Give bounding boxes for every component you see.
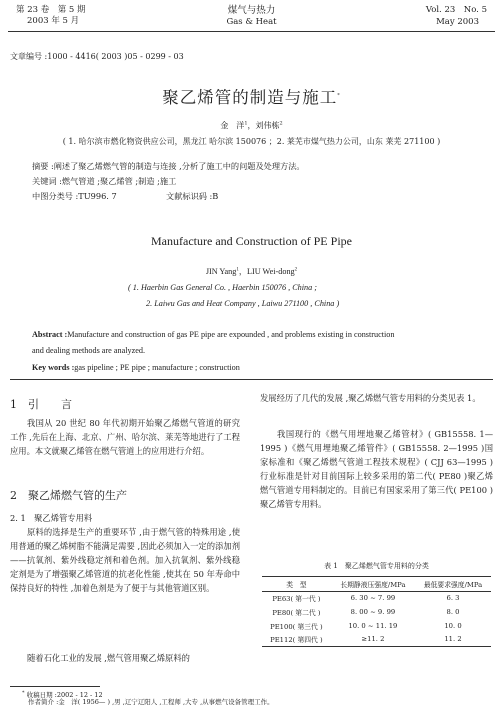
abstract-en-label: Abstract : bbox=[32, 330, 68, 339]
table-row bbox=[262, 619, 491, 633]
paper-title-en: Manufacture and Construction of PE Pipe bbox=[151, 234, 352, 248]
table-cell: 8. 00 ~ 9. 99 bbox=[350, 607, 396, 616]
col-header-long-term-strength: 长期静液压强度/MPa bbox=[340, 580, 406, 589]
table-caption: 表 1 聚乙烯燃气管专用料的分类 bbox=[324, 562, 429, 570]
journal-name: 煤气与热力 bbox=[227, 5, 276, 16]
col-header-type: 类 型 bbox=[286, 580, 307, 589]
abstract-en bbox=[32, 330, 472, 339]
abstract-en-line1: Manufacture and construction of gas PE pipe are expounded , and problems existing in construction bbox=[67, 330, 395, 339]
table-row bbox=[262, 632, 491, 646]
journal-name-en: Gas & Heat bbox=[226, 17, 277, 27]
table-cell: PE80( 第二代 ) bbox=[272, 608, 321, 617]
table-cell: 11. 2 bbox=[444, 635, 462, 644]
table-row bbox=[262, 591, 491, 605]
header-rule bbox=[8, 31, 495, 32]
col-header-min-strength: 最低要求强度/MPa bbox=[423, 580, 483, 589]
table-cell: PE100( 第三代 ) bbox=[270, 622, 323, 631]
author-en-2: ，LIU Wei-dong bbox=[238, 267, 295, 276]
paper-title-cn bbox=[0, 84, 503, 108]
right-paragraph-1: 发展经历了几代的发展 ,聚乙烯燃气管专用料的分类见表 1。 bbox=[260, 393, 481, 403]
section-2-heading: 2 聚乙烯燃气管的生产 bbox=[10, 489, 127, 502]
affiliations-cn: ( 1. 哈尔滨市燃化物资供应公司，黑龙江 哈尔滨 150076 ；2. 莱芜市煤气热力公司，山东 莱芜 271100 ) bbox=[62, 137, 441, 146]
received-date: 收稿日期 :2002 - 12 - 12 bbox=[26, 691, 103, 700]
section-2-1-body: 原料的选择是生产的重要环节 ,由于燃气管的特殊用途 ,使用普通的聚乙烯树脂不能满足需要 ,因此必须加入一定的添加剂——抗氧剂、紫外线稳定剂和着色剂。加入抗氧剂、紫外线稳定剂是为了增强聚乙烯管道的抗老化性能 ,使其在 50 年寿命中保持良好的特性 ,加着色剂是为了便于与其他管道区别。 bbox=[10, 527, 240, 593]
footnote-rule bbox=[10, 686, 100, 687]
section-1-heading: 1 引 言 bbox=[10, 398, 72, 411]
section-1-body: 我国从 20 世纪 80 年代初期开始聚乙烯燃气管道的研究工作 ,先后在上海、北京、广州、哈尔滨、莱芜等地进行了工程应用。本文就聚乙烯管在燃气管道上的应用进行介绍。 bbox=[10, 418, 240, 456]
issue-date: 2003 年 5 月 bbox=[27, 16, 80, 26]
keywords-en-text: gas pipeline ; PE pipe ; manufacture ; construction bbox=[74, 363, 240, 372]
clc-number: 中图分类号 :TU996. 7 bbox=[32, 191, 117, 201]
title-text: 聚乙烯管的制造与施工 bbox=[162, 88, 338, 107]
document-code: 文献标识码 :B bbox=[166, 191, 219, 201]
affiliation-en-1: ( 1. Haerbin Gas General Co. , Haerbin 150076 , China ; bbox=[128, 283, 317, 292]
footnote-author-bio: 作者简介 :金 洋( 1956— ) ,男 ,辽宁辽阳人 ,工程师 ,大专 ,从事燃气设备管理工作。 bbox=[28, 698, 274, 706]
author-2-mark: 2 bbox=[279, 120, 283, 127]
table-cell: PE63( 第一代 ) bbox=[272, 595, 321, 604]
author-1-mark: 1 bbox=[244, 120, 248, 127]
affiliation-en-2: 2. Laiwu Gas and Heat Company , Laiwu 271100 , China ) bbox=[146, 299, 340, 308]
abstract-rule bbox=[10, 379, 493, 380]
table-header-row bbox=[262, 577, 491, 592]
right-paragraph-2: 我国现行的《燃气用埋地聚乙烯管材》( GB15558. 1—1995 )《燃气用埋地聚乙烯管件》( GB15558. 2—1995 )国家标准和《聚乙烯燃气管道工程技术规程》( CJJ 63—1995 )行业标准是针对目前国际上较多采用的第二代( PE80 )聚乙烯燃气管道专用料制定的。目前已有国家采用了第三代( PE100 )聚乙烯管专用料。 bbox=[260, 429, 493, 509]
table-row bbox=[262, 605, 491, 619]
volume-en: Vol. 23 No. 5 bbox=[425, 5, 487, 15]
keywords-en-label: Key words : bbox=[32, 363, 75, 372]
section-2-1-heading: 2. 1 聚乙烯管专用料 bbox=[10, 513, 93, 523]
table-cell: 8. 0 bbox=[446, 607, 460, 616]
table-cell: ≥11. 2 bbox=[361, 635, 385, 644]
table-cell: 6. 30 ~ 7. 99 bbox=[350, 594, 396, 603]
author-en-2-mark: 2 bbox=[294, 267, 298, 273]
abstract-cn: 摘要 :阐述了聚乙烯燃气管的制造与连接 ,分析了施工中的问题及处理方法。 bbox=[32, 161, 305, 171]
table-cell: 6. 3 bbox=[446, 594, 460, 603]
author-2: ，刘伟栋 bbox=[247, 121, 280, 130]
author-1: 金 洋 bbox=[220, 121, 245, 130]
author-en-1-mark: 1 bbox=[236, 267, 239, 273]
authors-en bbox=[0, 266, 503, 277]
author-en-1: JIN Yang bbox=[205, 267, 237, 276]
section-2-1-body-continued: 随着石化工业的发展 ,燃气管用聚乙烯原料的 bbox=[27, 653, 190, 663]
abstract-en-line2: and dealing methods are analyzed. bbox=[32, 346, 145, 355]
pe-grade-table bbox=[262, 576, 491, 647]
issue-volume: 第 23 卷 第 5 期 bbox=[16, 5, 86, 15]
table-cell: 10. 0 bbox=[444, 621, 462, 630]
footnote-received: * 收稿日期 :2002 - 12 - 12 bbox=[22, 690, 103, 700]
table-cell: 10. 0 ~ 11. 19 bbox=[348, 621, 398, 630]
keywords-cn: 关键词 :燃气管道 ;聚乙烯管 ;制造 ;施工 bbox=[32, 176, 177, 186]
title-footnote-mark: * bbox=[337, 92, 341, 99]
article-number: 文章编号 :1000 - 4416( 2003 )05 - 0299 - 03 bbox=[10, 52, 184, 61]
keywords-en bbox=[32, 363, 240, 372]
date-en: May 2003 bbox=[436, 17, 479, 27]
authors-cn bbox=[0, 120, 503, 131]
table-cell: PE112( 第四代 ) bbox=[270, 636, 323, 645]
